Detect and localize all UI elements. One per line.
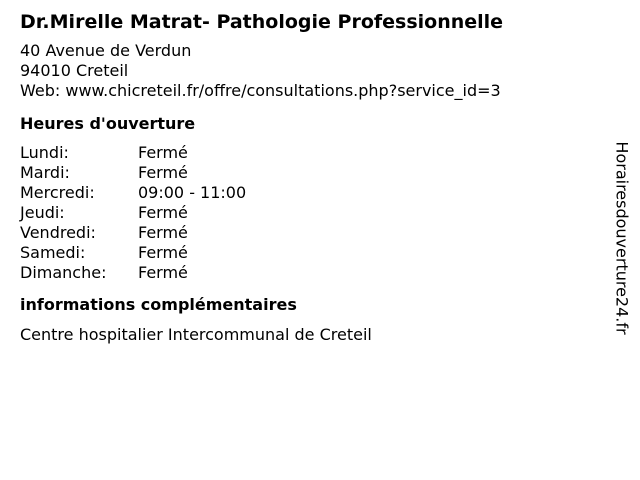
opening-hours-table xyxy=(20,143,246,283)
opening-hours-heading: Heures d'ouverture xyxy=(20,114,196,133)
info-text: Centre hospitalier Intercommunal de Creteil xyxy=(20,325,372,344)
hours-day: Jeudi: xyxy=(20,203,65,222)
watermark: Horairesdouverture24.fr xyxy=(612,141,632,335)
hours-day: Dimanche: xyxy=(20,263,107,282)
hours-row xyxy=(20,203,246,223)
hours-day: Mardi: xyxy=(20,163,70,182)
address-street: 40 Avenue de Verdun xyxy=(20,41,192,60)
website-link[interactable]: Web: www.chicreteil.fr/offre/consultations.php?service_id=3 xyxy=(20,81,501,100)
hours-day: Lundi: xyxy=(20,143,69,162)
hours-row xyxy=(20,183,246,203)
hours-row xyxy=(20,163,246,183)
address-city: 94010 Creteil xyxy=(20,61,129,80)
hours-day: Samedi: xyxy=(20,243,86,262)
hours-row xyxy=(20,243,246,263)
hours-time: Fermé xyxy=(138,203,188,222)
hours-row xyxy=(20,223,246,243)
hours-day: Vendredi: xyxy=(20,223,96,242)
hours-time: Fermé xyxy=(138,163,188,182)
hours-time: Fermé xyxy=(138,223,188,242)
hours-row xyxy=(20,263,246,283)
hours-time: Fermé xyxy=(138,243,188,262)
hours-time: Fermé xyxy=(138,143,188,162)
hours-day: Mercredi: xyxy=(20,183,95,202)
hours-time: 09:00 - 11:00 xyxy=(138,183,247,202)
info-heading: informations complémentaires xyxy=(20,295,297,314)
hours-time: Fermé xyxy=(138,263,188,282)
hours-row xyxy=(20,143,246,163)
business-card xyxy=(20,10,600,345)
business-name: Dr.Mirelle Matrat- Pathologie Professionnelle xyxy=(20,11,504,33)
